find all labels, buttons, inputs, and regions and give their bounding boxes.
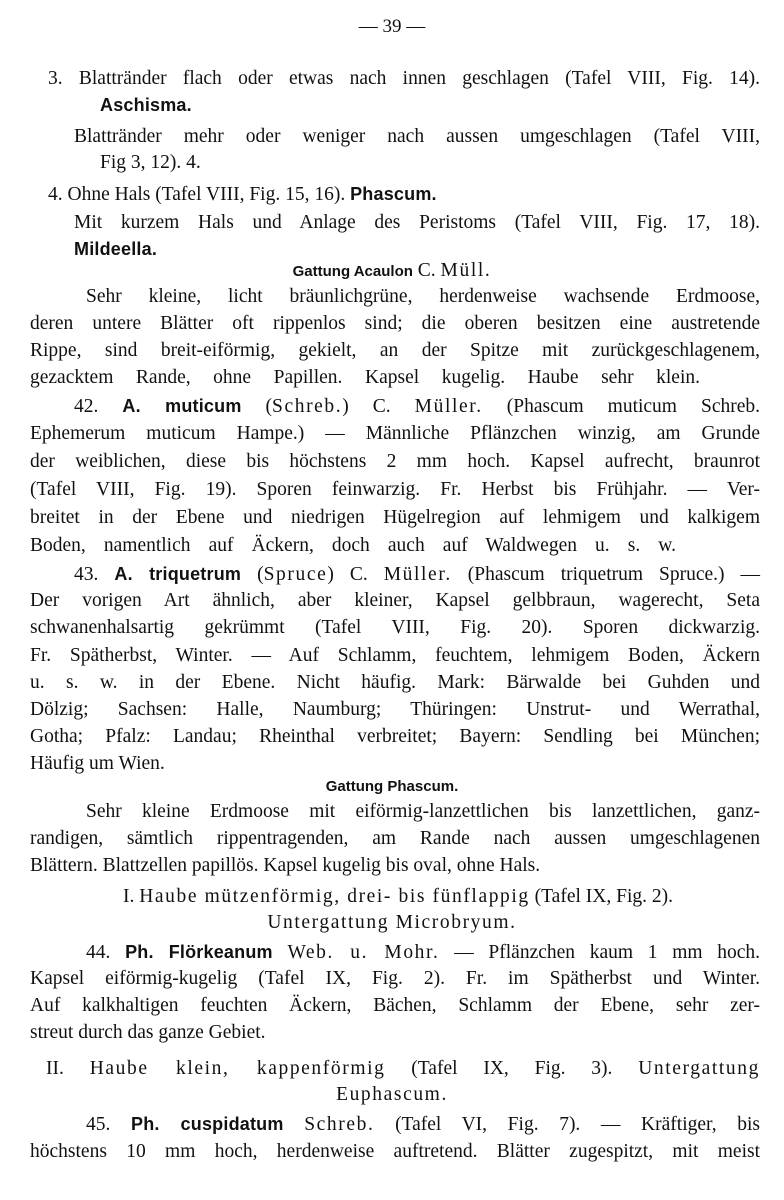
genus-description: randigen, sämtlich rippentragenden, am Rande nach aussen umgeschlagenen [30,828,760,849]
key-couplet-4: 4. Ohne Hals (Tafel VIII, Fig. 15, 16). Phascum. [48,184,437,205]
key-couplet-3: 3. Blattränder flach oder etwas nach innen geschlagen (Tafel VIII, Fig. 14). [48,68,760,89]
species-text: der weiblichen, diese bis höchstens 2 mm hoch. Kapsel aufrecht, braunrot [30,451,760,472]
genus-description: deren untere Blätter oft rippenlos sind; die oberen besitzen eine austretende [30,313,760,334]
genus-description: Blättern. Blattzellen papillös. Kapsel kugelig bis oval, ohne Hals. [30,855,541,876]
species-text: Fr. Spätherbst, Winter. — Auf Schlamm, feuchtem, lehmigem Boden, Äckern [30,645,760,666]
page-number: — 39 — [358,16,426,37]
key-couplet-4-alt: Mit kurzem Hals und Anlage des Peristoms (Tafel VIII, Fig. 17, 18). [74,212,760,233]
species-text: schwanenhalsartig gekrümmt (Tafel VIII, Fig. 20). Sporen dickwarzig. [30,617,760,638]
species-text: breitet in der Ebene und niedrigen Hügelregion auf lehmigem und kalkigem [30,507,760,528]
genus-description: gezacktem Rande, ohne Papillen. Kapsel kugelig. Haube sehr klein. [30,367,700,388]
species-text: Boden, namentlich auf Äckern, doch auch auf Waldwegen u. s. w. [30,535,676,556]
species-text: streut durch das ganze Gebiet. [30,1022,266,1043]
species-entry-43: 43. A. triquetrum (Spruce) C. Müller. (Phascum triquetrum Spruce.) — [74,564,761,585]
species-text: u. s. w. in der Ebene. Nicht häufig. Mark: Bärwalde bei Guhden und [30,672,760,693]
subgenus-heading-microbryum: I. Haube mützenförmig, drei- bis fünflappig (Tafel IX, Fig. 2). [122,886,673,907]
species-text: Ephemerum muticum Hampe.) — Männliche Pflänzchen winzig, am Grunde [30,423,760,444]
species-text: (Tafel VIII, Fig. 19). Sporen feinwarzig. Fr. Herbst bis Frühjahr. — Ver- [30,479,760,500]
subgenus-name-euphascum: Euphascum. [336,1084,448,1105]
key-result-mildeella: Mildeella. [74,239,158,259]
species-text: Kapsel eiförmig-kugelig (Tafel IX, Fig. 2). Fr. im Spätherbst und Winter. [30,968,760,989]
species-entry-45: 45. Ph. cuspidatum Schreb. (Tafel VI, Fig. 7). — Kräftiger, bis [86,1114,760,1135]
subgenus-heading-euphascum: II. Haube klein, kappenförmig (Tafel IX, Fig. 3). Untergattung [46,1058,760,1079]
species-text: Dölzig; Sachsen: Halle, Naumburg; Thüringen: Unstrut- und Werrathal, [30,699,760,720]
species-text: höchstens 10 mm hoch, herdenweise auftretend. Blätter zugespitzt, mit meist [30,1141,760,1162]
subgenus-name-microbryum: Untergattung Microbryum. [267,912,517,933]
key-result-aschisma: Aschisma. [100,95,192,115]
genus-description: Sehr kleine, licht bräunlichgrüne, herdenweise wachsende Erdmoose, [86,286,760,307]
genus-heading-phascum: Gattung Phascum. [325,778,459,795]
species-text: Auf kalkhaltigen feuchten Äckern, Bächen, Schlamm der Ebene, sehr zer- [30,995,760,1016]
genus-heading-acaulon: Gattung Acaulon C. Müll. [292,260,492,281]
genus-description: Rippe, sind breit-eiförmig, gekielt, an der Spitze mit zurückgeschlagenem, [30,340,760,361]
genus-description: Sehr kleine Erdmoose mit eiförmig-lanzettlichen bis lanzettlichen, ganz- [86,801,760,822]
species-text: Der vorigen Art ähnlich, aber kleiner, Kapsel gelbbraun, wagerecht, Seta [30,590,760,611]
species-entry-42: 42. A. muticum (Schreb.) C. Müller. (Phascum muticum Schreb. [74,396,761,417]
key-couplet-3-alt: Blattränder mehr oder weniger nach aussen umgeschlagen (Tafel VIII, [74,126,760,147]
species-entry-44: 44. Ph. Flörkeanum Web. u. Mohr. — Pflänzchen kaum 1 mm hoch. [86,942,761,963]
species-text: Gotha; Pfalz: Landau; Rheinthal verbreitet; Bayern: Sendling bei München; [30,726,760,747]
species-text: Häufig um Wien. [30,753,165,774]
key-couplet-3-alt-cont: Fig 3, 12). 4. [100,152,201,173]
